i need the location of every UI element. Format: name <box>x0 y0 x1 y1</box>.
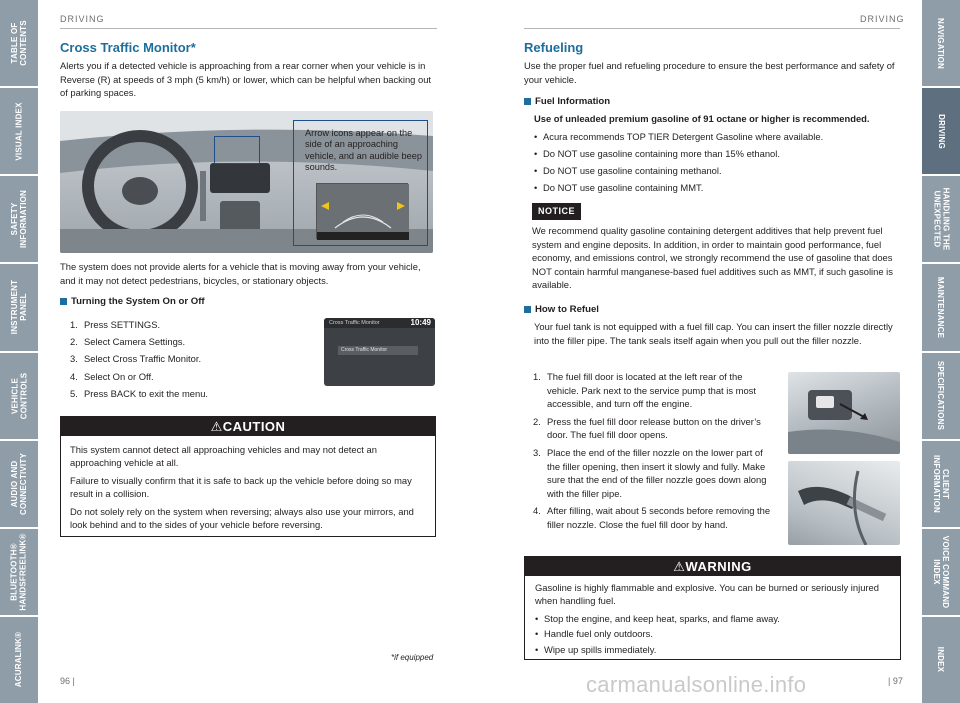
list-item: 5. Press BACK to exit the menu. <box>70 387 209 399</box>
screen-menu-item: Cross Traffic Monitor <box>338 346 418 355</box>
square-bullet-icon <box>60 298 67 305</box>
list-item: 1. The fuel fill door is located at the left rear of the vehicle. Park next to the service pump that is most accessible, and turn off the engine. <box>533 371 756 410</box>
notice-badge: NOTICE <box>532 203 581 220</box>
fuel-bullets <box>534 128 900 196</box>
list-item: 1. Press SETTINGS. <box>70 319 161 330</box>
tab-vehicle-controls[interactable] <box>0 353 38 439</box>
caution-line: Do not solely rely on the system when reversing; always also use your mirrors, and look behind and to the sides of your vehicle before reversing. <box>70 505 414 531</box>
tab-label: HANDLING THE UNEXPECTED <box>932 187 950 251</box>
tab-label: VISUAL INDEX <box>14 102 24 161</box>
tab-index[interactable] <box>922 617 960 703</box>
caution-box <box>60 416 436 537</box>
list-item: • Stop the engine, and keep heat, sparks, and flame away. <box>535 612 780 624</box>
list-item: 3. Place the end of the filler nozzle on the lower part of the filler opening, then insert it slowly and fully. Make sure that the end of the filler nozzle goes down along with the filler pipe. <box>533 446 767 499</box>
tab-voice-command-index[interactable] <box>922 529 960 615</box>
warning-text: Gasoline is highly flammable and explosive. You can be burned or seriously injured when handling fuel. <box>535 582 879 607</box>
filler-nozzle-photo <box>788 461 900 545</box>
tab-label: DRIVING <box>936 113 946 149</box>
tab-label: AUDIO AND CONNECTIVITY <box>10 452 28 515</box>
page-number-right: | 97 <box>888 676 903 686</box>
tab-safety-information[interactable] <box>0 176 38 262</box>
warning-title: ⚠WARNING <box>525 557 900 576</box>
list-item: 4. Select On or Off. <box>70 370 154 382</box>
tab-label: SPECIFICATIONS <box>936 360 946 431</box>
cross-traffic-note: The system does not provide alerts for a vehicle that is moving away from your vehicle, and it may not detect pedestrians, bicycles, or stationary objects. <box>60 261 421 286</box>
refuel-intro: Your fuel tank is not equipped with a fuel fill cap. You can insert the filler nozzle directly into the filler pipe. The tank seals itself again when you pull out the filler nozzle. <box>534 321 893 346</box>
tab-instrument-panel[interactable] <box>0 264 38 350</box>
tab-label: MAINTENANCE <box>936 276 946 339</box>
subhead-fuel-information <box>524 96 610 107</box>
footnote: *if equipped <box>391 653 434 662</box>
filler-nozzle-illustration <box>788 461 900 545</box>
tab-label: INDEX <box>936 647 946 673</box>
settings-screen-thumbnail <box>324 318 435 386</box>
tab-label: ACURALINK® <box>14 632 24 688</box>
tab-acuralink[interactable] <box>0 617 38 703</box>
tab-handling-unexpected[interactable] <box>922 176 960 262</box>
list-item: • Do NOT use gasoline containing more than 15% ethanol. <box>534 148 780 159</box>
caution-line: Failure to visually confirm that it is safe to back up the vehicle before doing so may result in a collision. <box>70 474 412 500</box>
fuel-door-release-illustration <box>788 372 900 454</box>
watermark: carmanualsonline.info <box>586 672 807 697</box>
callout-text: Arrow icons appear on the side of an approaching vehicle, and an audible beep sounds. <box>305 128 422 173</box>
section-title-cross-traffic: Cross Traffic Monitor* <box>60 40 196 55</box>
left-page-header: DRIVING <box>60 14 105 24</box>
rear-camera-view <box>317 184 409 240</box>
list-item: 3. Select Cross Traffic Monitor. <box>70 353 202 365</box>
list-item: • Do NOT use gasoline containing methanol. <box>534 165 722 176</box>
right-page-header: DRIVING <box>860 14 905 24</box>
tab-label: SAFETY INFORMATION <box>10 190 29 249</box>
header-rule <box>524 28 900 29</box>
warning-box <box>524 556 901 660</box>
screen-title-bar: Cross Traffic Monitor <box>324 318 435 328</box>
tab-label: VEHICLE CONTROLS <box>10 372 28 419</box>
notice-text: We recommend quality gasoline containing detergent additives that help prevent fuel system and engine deposits. In addition, in order to maintain good performance, fuel economy, and emissions control, we strongly recommend the use of gasoline that does NOT contain harmful manganese-based fuel additives such as MMT, if such gasoline is available. <box>532 225 893 291</box>
tab-label: VOICE COMMAND INDEX <box>932 535 951 609</box>
square-bullet-icon <box>524 306 531 313</box>
rear-camera-screen <box>316 183 408 239</box>
subhead-text: Fuel Information <box>535 96 611 107</box>
tab-table-of-contents[interactable] <box>0 0 38 86</box>
display-highlight-box <box>214 136 260 164</box>
list-item: • Handle fuel only outdoors. <box>535 628 653 640</box>
header-rule <box>60 28 437 29</box>
right-section-tabs <box>922 0 960 703</box>
list-item: • Acura recommends TOP TIER Detergent Gasoline where available. <box>534 131 824 142</box>
fuel-door-release-photo <box>788 372 900 454</box>
list-item: 4. After filling, wait about 5 seconds before removing the filler nozzle. Close the fuel fill door by hand. <box>533 505 771 530</box>
list-item: • Wipe up spills immediately. <box>535 643 657 655</box>
refueling-intro: Use the proper fuel and refueling procedure to ensure the best performance and safety of your vehicle. <box>524 60 895 85</box>
tab-label: CLIENT INFORMATION <box>932 454 951 513</box>
list-item: 2. Press the fuel fill door release button on the driver’s door. The fuel fill door opens. <box>533 415 761 441</box>
tab-navigation[interactable] <box>922 0 960 86</box>
tab-visual-index[interactable] <box>0 88 38 174</box>
tab-bluetooth[interactable] <box>0 529 38 615</box>
square-bullet-icon <box>524 98 531 105</box>
subhead-text: How to Refuel <box>535 304 599 315</box>
tab-label: NAVIGATION <box>936 17 946 69</box>
screen-clock: 10:49 <box>410 318 431 327</box>
tab-label: BLUETOOTH® HANDSFREELINK® <box>10 533 29 611</box>
tab-driving[interactable] <box>922 88 960 174</box>
settings-steps <box>70 316 310 402</box>
tab-client-information[interactable] <box>922 441 960 527</box>
caution-line: This system cannot detect all approaching vehicles and may not detect an approaching vehicle at all. <box>70 444 377 469</box>
tab-specifications[interactable] <box>922 353 960 439</box>
tab-maintenance[interactable] <box>922 264 960 350</box>
list-item: 2. Select Camera Settings. <box>70 336 186 348</box>
section-title-refueling: Refueling <box>524 40 584 55</box>
fuel-recommendation: Use of unleaded premium gasoline of 91 octane or higher is recommended. <box>534 113 870 124</box>
tab-label: INSTRUMENT PANEL <box>10 280 29 335</box>
caution-title: ⚠CAUTION <box>61 417 435 436</box>
subhead-turning-on-off <box>60 296 205 307</box>
subhead-text: Turning the System On or Off <box>71 296 205 307</box>
list-item: • Do NOT use gasoline containing MMT. <box>534 182 704 193</box>
left-section-tabs <box>0 0 38 703</box>
cross-traffic-intro: Alerts you if a detected vehicle is approaching from a rear corner when your vehicle is in Reverse (R) at speeds of 3 mph (5 km/h) or lower, which can be helpful when backing out of parking spaces. <box>60 60 432 99</box>
subhead-how-to-refuel <box>524 304 599 315</box>
tab-label: TABLE OF CONTENTS <box>10 20 29 66</box>
page-number-left: 96 | <box>60 676 75 686</box>
tab-audio-connectivity[interactable] <box>0 441 38 527</box>
refuel-steps <box>533 370 773 532</box>
